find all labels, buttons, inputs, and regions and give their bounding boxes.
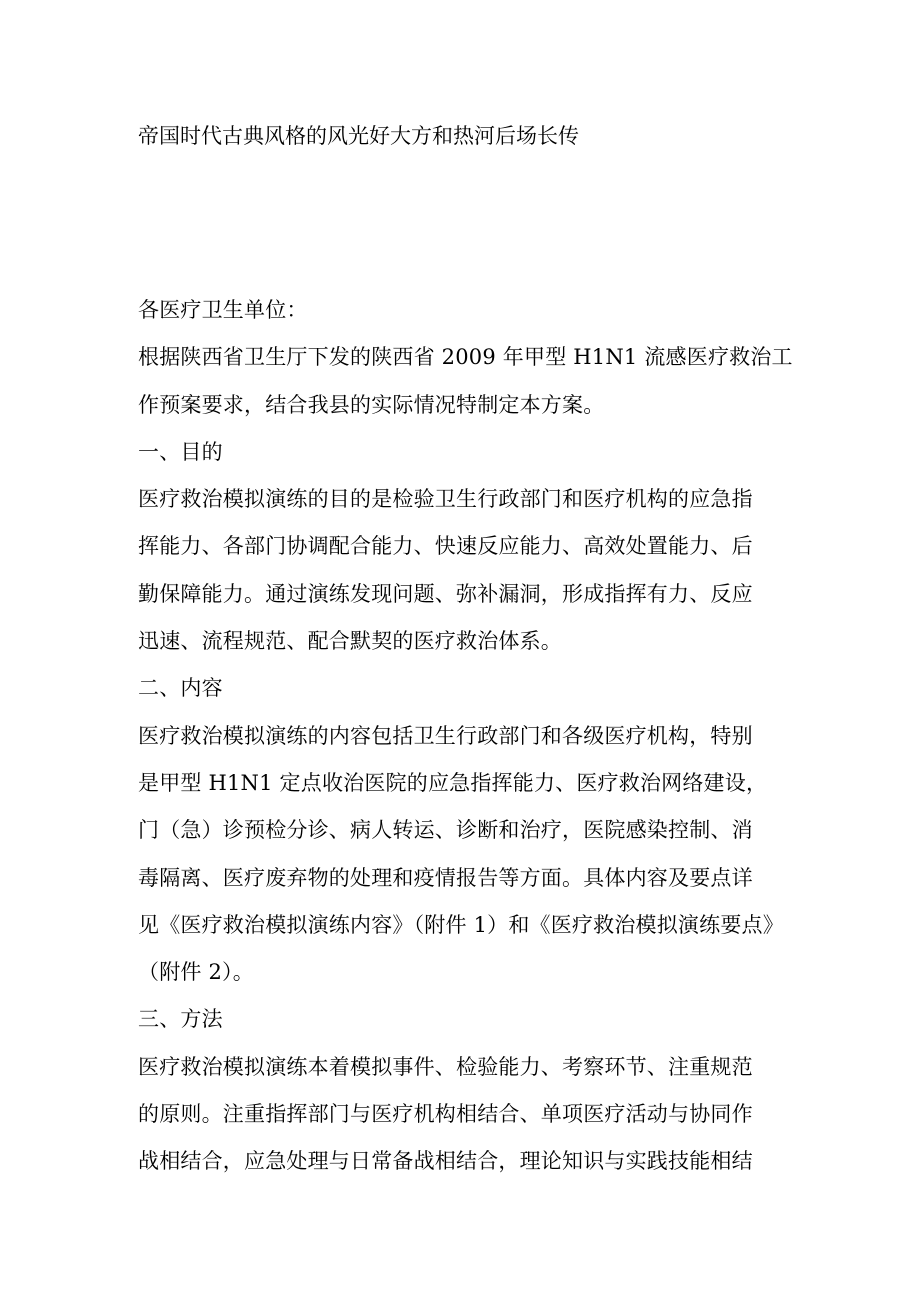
paragraph-line: 医疗救治模拟演练的目的是检验卫生行政部门和医疗机构的应急指 bbox=[138, 487, 753, 512]
paragraph-line: 迅速、流程规范、配合默契的医疗救治体系。 bbox=[138, 629, 562, 654]
paragraph-line: 是甲型 H1N1 定点收治医院的应急指挥能力、医疗救治网络建设， bbox=[138, 770, 768, 795]
section-heading-content: 二、内容 bbox=[138, 676, 223, 701]
paragraph-line: 门（急）诊预检分诊、病人转运、诊断和治疗，医院感染控制、消 bbox=[138, 818, 753, 843]
paragraph-line: 战相结合，应急处理与日常备战相结合，理论知识与实践技能相结 bbox=[138, 1149, 753, 1174]
salutation: 各医疗卫生单位： bbox=[138, 298, 308, 322]
paragraph-line: 医疗救治模拟演练本着模拟事件、检验能力、考察环节、注重规范 bbox=[138, 1054, 753, 1079]
paragraph-line: 勤保障能力。通过演练发现问题、弥补漏洞，形成指挥有力、反应 bbox=[138, 581, 753, 606]
section-heading-purpose: 一、目的 bbox=[138, 439, 223, 464]
section-heading-method: 三、方法 bbox=[138, 1007, 223, 1032]
paragraph-line: 的原则。注重指挥部门与医疗机构相结合、单项医疗活动与协同作 bbox=[138, 1102, 753, 1127]
paragraph-line: （附件 2）。 bbox=[138, 960, 254, 985]
paragraph-line: 挥能力、各部门协调配合能力、快速反应能力、高效处置能力、后 bbox=[138, 534, 753, 559]
paragraph-line: 医疗救治模拟演练的内容包括卫生行政部门和各级医疗机构，特别 bbox=[138, 723, 753, 748]
paragraph-line: 见《医疗救治模拟演练内容》（附件 1）和《医疗救治模拟演练要点》 bbox=[138, 912, 784, 937]
document-body bbox=[138, 287, 793, 1186]
paragraph-line: 根据陕西省卫生厅下发的陕西省 2009 年甲型 H1N1 流感医疗救治工 bbox=[138, 345, 793, 370]
paragraph-line: 毒隔离、医疗废弃物的处理和疫情报告等方面。具体内容及要点详 bbox=[138, 865, 753, 890]
paragraph-line: 作预案要求，结合我县的实际情况特制定本方案。 bbox=[138, 392, 605, 417]
header-line: 帝国时代古典风格的风光好大方和热河后场长传 bbox=[138, 124, 579, 148]
